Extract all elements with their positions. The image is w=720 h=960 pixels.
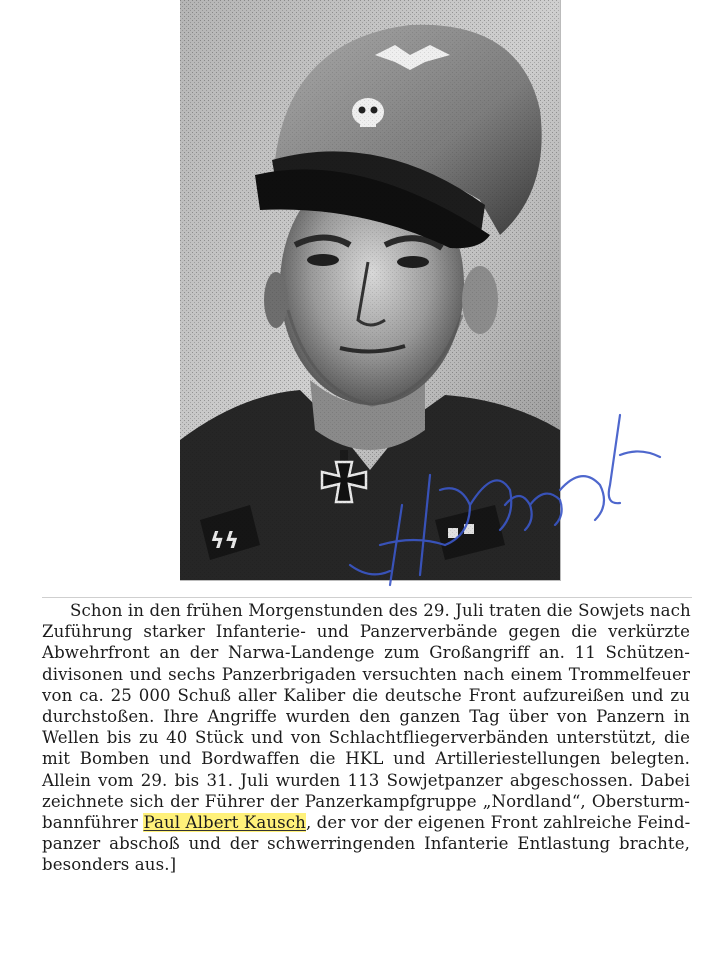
article-line: Abwehrfront an der Narwa-Landenge zum Großangriff an. 11 Schützen- bbox=[42, 643, 690, 663]
line-prefix: bannführer bbox=[42, 813, 144, 833]
highlighted-name: Paul Albert Kausch bbox=[143, 813, 306, 833]
article-line: Zuführung starker Infanterie- und Panzerverbände gegen die verkürzte bbox=[42, 622, 690, 642]
article-line-highlighted bbox=[42, 812, 690, 833]
article-line: Allein vom 29. bis 31. Juli wurden 113 Sowjetpanzer abgeschossen. Dabei bbox=[42, 770, 690, 790]
article-line: Schon in den frühen Morgenstunden des 29. Juli traten die Sowjets nach bbox=[70, 601, 691, 620]
article-top-rule bbox=[42, 597, 692, 598]
portrait-photo bbox=[180, 0, 561, 581]
portrait-drawing bbox=[180, 0, 560, 580]
article-line: zeichnete sich der Führer der Panzerkampfgruppe „Nordland“, Obersturm- bbox=[42, 791, 690, 811]
article-line: Wellen bis zu 40 Stück und von Schlachtfliegerverbänden unterstützt, die bbox=[42, 728, 690, 748]
article-line: von ca. 25 000 Schuß aller Kaliber die deutsche Front aufzureißen und zu bbox=[42, 685, 690, 705]
line-suffix: , der vor der eigenen Front zahlreiche Feind- bbox=[305, 813, 691, 833]
article-line: mit Bomben und Bordwaffen die HKL und Artilleriestellungen belegten. bbox=[42, 749, 690, 769]
article-line: panzer abschoß und der schwerringenden Infanterie Entlastung brachte, bbox=[42, 834, 690, 854]
article-body bbox=[42, 600, 690, 876]
article-line: durchstoßen. Ihre Angriffe wurden den ganzen Tag über von Panzern in bbox=[42, 707, 690, 727]
article-line: divisonen und sechs Panzerbrigaden versuchten nach einem Trommelfeuer bbox=[42, 664, 690, 684]
article-line-last: besonders aus.] bbox=[42, 855, 177, 875]
